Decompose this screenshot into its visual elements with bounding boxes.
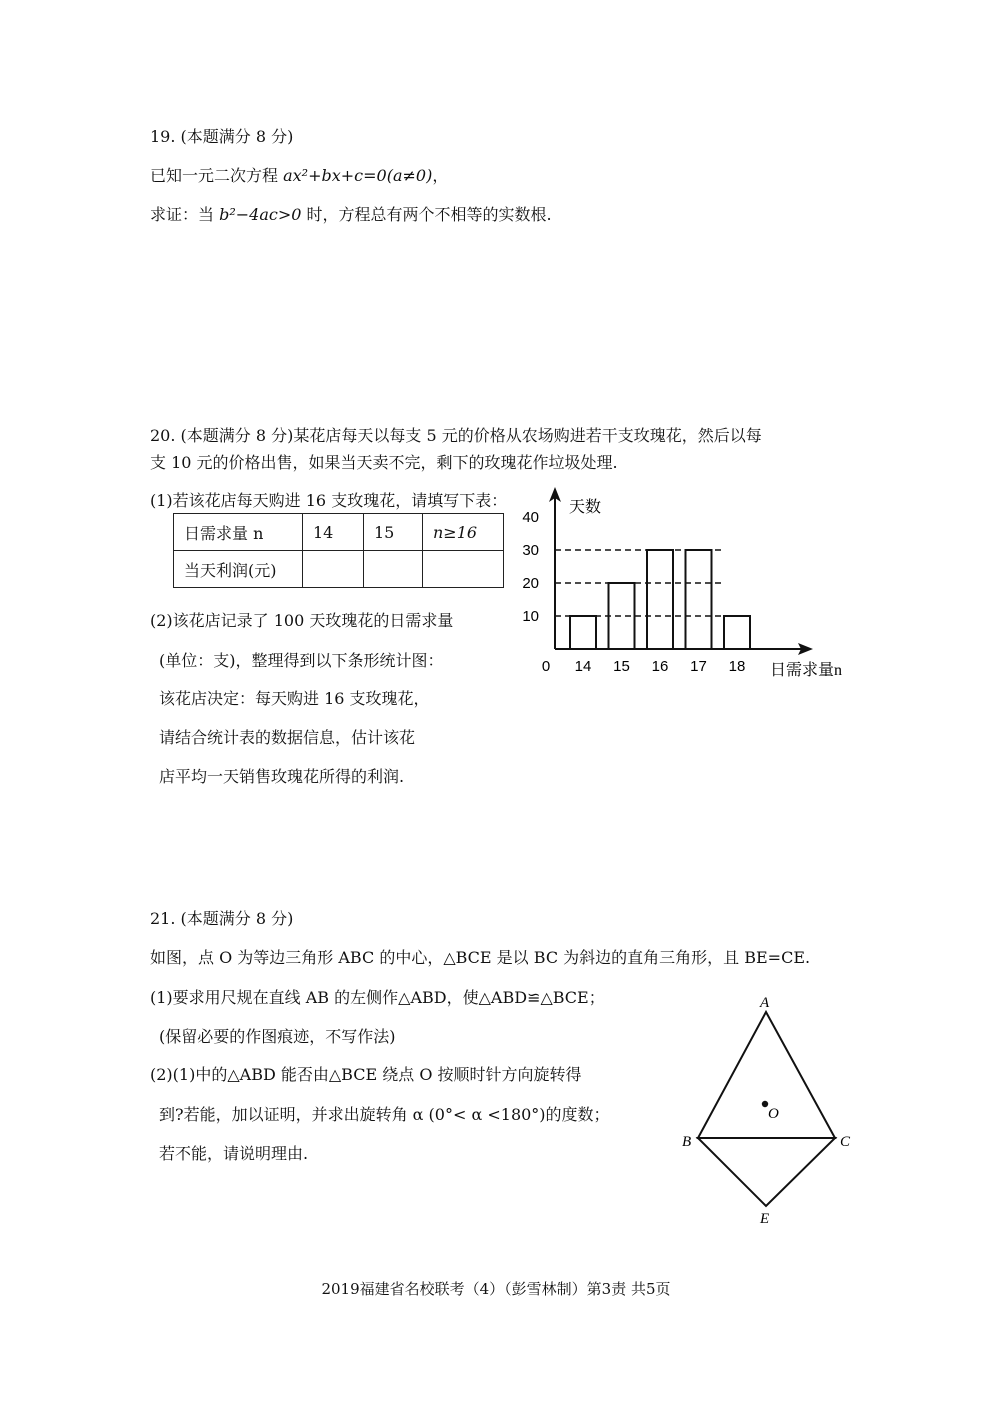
label-c: C xyxy=(840,1134,851,1150)
q21-title: 21. (本题满分 8 分) xyxy=(150,909,294,928)
y-tick-label: 30 xyxy=(522,542,539,559)
y-tick-label: 10 xyxy=(522,608,539,625)
q20-part2-line5: 店平均一天销售玫瑰花所得的利润. xyxy=(159,767,405,786)
q20-line1: 20. (本题满分 8 分)某花店每天以每支 5 元的价格从农场购进若干支玫瑰花，然后以每 xyxy=(150,426,762,445)
q19-line2-pre: 求证：当 xyxy=(150,205,220,224)
bar xyxy=(647,550,673,649)
q19-line1-post: ， xyxy=(432,166,449,185)
table-row xyxy=(174,514,504,551)
q21-line6: 若不能，请说明理由. xyxy=(159,1144,309,1163)
q21-line2: (1)要求用尺规在直线 AB 的左侧作△ABD，使△ABD≌△BCE； xyxy=(150,988,605,1007)
q20-part1: (1)若该花店每天购进 16 支玫瑰花，请填写下表： xyxy=(150,491,508,510)
triangle-bce xyxy=(698,1138,835,1206)
label-e: E xyxy=(760,1211,770,1227)
q21-line4: (2)(1)中的△ABD 能否由△BCE 绕点 O 按顺时针方向旋转得 xyxy=(150,1065,582,1084)
q20-fill-table xyxy=(173,513,504,588)
q20-line2: 支 10 元的价格出售，如果当天卖不完，剩下的玫瑰花作垃圾处理. xyxy=(150,453,618,472)
table-cell[interactable] xyxy=(303,551,364,588)
y-tick-label: 40 xyxy=(522,509,539,526)
q20-part2-line3: 该花店决定：每天购进 16 支玫瑰花， xyxy=(159,689,430,708)
bar xyxy=(724,616,750,649)
x-tick-label: 17 xyxy=(690,658,707,675)
x-tick-label: 14 xyxy=(574,658,592,675)
q21-line5: 到?若能，加以证明，并求出旋转角 α (0°< α <180°)的度数； xyxy=(159,1105,610,1124)
q19-line1 xyxy=(150,163,448,186)
label-b: B xyxy=(682,1134,692,1150)
table-cell: 当天利润(元) xyxy=(174,551,303,588)
table-row xyxy=(174,551,504,588)
table-cell[interactable] xyxy=(364,551,423,588)
q19-line2 xyxy=(150,202,552,225)
triangle-figure xyxy=(670,995,870,1230)
q20-part2-line4: 请结合统计表的数据信息，估计该花 xyxy=(159,728,416,747)
table-cell: 15 xyxy=(364,514,423,551)
origin-label: 0 xyxy=(541,658,551,675)
q21-line1: 如图，点 O 为等边三角形 ABC 的中心，△BCE 是以 BC 为斜边的直角三角形，且 BE=CE. xyxy=(150,948,811,967)
bar xyxy=(570,616,596,649)
x-tick-label: 18 xyxy=(728,658,746,675)
bar xyxy=(686,550,712,649)
q19-line2-post: 时，方程总有两个不相等的实数根. xyxy=(301,205,552,224)
q20-part2-line2: (单位：支)，整理得到以下条形统计图： xyxy=(159,651,444,670)
label-a: A xyxy=(760,995,770,1011)
x-tick-label: 15 xyxy=(613,658,630,675)
table-cell: 14 xyxy=(303,514,364,551)
y-axis-title: 天数 xyxy=(569,499,602,516)
table-cell[interactable] xyxy=(423,551,504,588)
x-tick-label: 16 xyxy=(651,658,669,675)
triangle-abc xyxy=(698,1012,835,1138)
q19-equation: ax²+bx+c=0(a≠0) xyxy=(283,166,433,185)
table-cell: 日需求量 n xyxy=(174,514,303,551)
q21-line3: (保留必要的作图痕迹，不写作法) xyxy=(159,1027,396,1046)
x-axis-title: 日需求量n xyxy=(770,662,843,679)
q19-discriminant: b²−4ac>0 xyxy=(219,205,302,224)
q20-part2-line1: (2)该花店记录了 100 天玫瑰花的日需求量 xyxy=(150,611,454,630)
table-cell: n≥16 xyxy=(423,514,504,551)
label-o: O xyxy=(768,1106,779,1122)
q19-line1-pre: 已知一元二次方程 xyxy=(150,166,284,185)
demand-bar-chart xyxy=(500,485,870,695)
q19-title: 19. (本题满分 8 分) xyxy=(150,127,294,146)
y-tick-label: 20 xyxy=(522,575,539,592)
page-footer: 2019福建省名校联考（4）（彭雪林制）第3责 共5页 xyxy=(321,1280,671,1298)
